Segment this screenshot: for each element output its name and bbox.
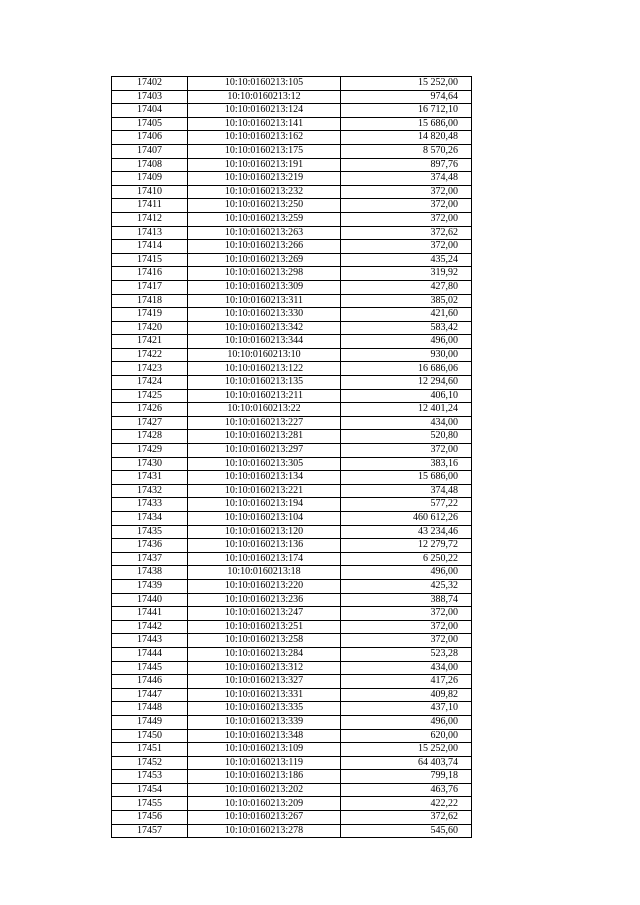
value-cell: 12 279,72 — [341, 539, 472, 553]
table-row — [112, 335, 472, 349]
cadastral-number-cell: 10:10:0160213:120 — [188, 525, 341, 539]
value-cell: 460 612,26 — [341, 512, 472, 526]
row-number-cell: 17451 — [112, 743, 188, 757]
row-number-cell: 17403 — [112, 90, 188, 104]
table-row — [112, 240, 472, 254]
value-cell: 12 401,24 — [341, 403, 472, 417]
table-row — [112, 430, 472, 444]
table-row — [112, 607, 472, 621]
table-row — [112, 199, 472, 213]
row-number-cell: 17433 — [112, 498, 188, 512]
cadastral-number-cell: 10:10:0160213:278 — [188, 824, 341, 838]
cadastral-number-cell: 10:10:0160213:227 — [188, 416, 341, 430]
value-cell: 930,00 — [341, 348, 472, 362]
value-cell: 496,00 — [341, 566, 472, 580]
row-number-cell: 17441 — [112, 607, 188, 621]
row-number-cell: 17408 — [112, 158, 188, 172]
cadastral-number-cell: 10:10:0160213:281 — [188, 430, 341, 444]
cadastral-number-cell: 10:10:0160213:335 — [188, 702, 341, 716]
value-cell: 15 686,00 — [341, 471, 472, 485]
row-number-cell: 17440 — [112, 593, 188, 607]
table-row — [112, 321, 472, 335]
row-number-cell: 17456 — [112, 811, 188, 825]
value-cell: 523,28 — [341, 647, 472, 661]
value-cell: 545,60 — [341, 824, 472, 838]
table-row — [112, 756, 472, 770]
table-row — [112, 253, 472, 267]
row-number-cell: 17415 — [112, 253, 188, 267]
row-number-cell: 17411 — [112, 199, 188, 213]
value-cell: 406,10 — [341, 389, 472, 403]
value-cell: 437,10 — [341, 702, 472, 716]
table-row — [112, 661, 472, 675]
row-number-cell: 17421 — [112, 335, 188, 349]
cadastral-number-cell: 10:10:0160213:209 — [188, 797, 341, 811]
table-row — [112, 117, 472, 131]
cadastral-number-cell: 10:10:0160213:297 — [188, 444, 341, 458]
value-cell: 16 686,06 — [341, 362, 472, 376]
cadastral-table — [111, 76, 472, 838]
cadastral-number-cell: 10:10:0160213:175 — [188, 144, 341, 158]
row-number-cell: 17434 — [112, 512, 188, 526]
table-row — [112, 294, 472, 308]
table-row — [112, 158, 472, 172]
cadastral-number-cell: 10:10:0160213:109 — [188, 743, 341, 757]
table-row — [112, 797, 472, 811]
value-cell: 372,00 — [341, 620, 472, 634]
value-cell: 434,00 — [341, 416, 472, 430]
row-number-cell: 17438 — [112, 566, 188, 580]
table-row — [112, 185, 472, 199]
row-number-cell: 17432 — [112, 484, 188, 498]
row-number-cell: 17437 — [112, 552, 188, 566]
cadastral-number-cell: 10:10:0160213:202 — [188, 783, 341, 797]
cadastral-number-cell: 10:10:0160213:327 — [188, 675, 341, 689]
value-cell: 43 234,46 — [341, 525, 472, 539]
value-cell: 15 252,00 — [341, 77, 472, 91]
table-row — [112, 308, 472, 322]
value-cell: 422,22 — [341, 797, 472, 811]
row-number-cell: 17445 — [112, 661, 188, 675]
value-cell: 6 250,22 — [341, 552, 472, 566]
cadastral-number-cell: 10:10:0160213:122 — [188, 362, 341, 376]
table-row — [112, 376, 472, 390]
cadastral-number-cell: 10:10:0160213:174 — [188, 552, 341, 566]
cadastral-number-cell: 10:10:0160213:284 — [188, 647, 341, 661]
table-row — [112, 416, 472, 430]
row-number-cell: 17430 — [112, 457, 188, 471]
cadastral-number-cell: 10:10:0160213:134 — [188, 471, 341, 485]
value-cell: 319,92 — [341, 267, 472, 281]
table-row — [112, 702, 472, 716]
cadastral-number-cell: 10:10:0160213:221 — [188, 484, 341, 498]
value-cell: 14 820,48 — [341, 131, 472, 145]
table-row — [112, 811, 472, 825]
row-number-cell: 17420 — [112, 321, 188, 335]
value-cell: 372,00 — [341, 444, 472, 458]
value-cell: 897,76 — [341, 158, 472, 172]
cadastral-number-cell: 10:10:0160213:119 — [188, 756, 341, 770]
table-row — [112, 783, 472, 797]
row-number-cell: 17446 — [112, 675, 188, 689]
table-row — [112, 362, 472, 376]
table-row — [112, 457, 472, 471]
table-row — [112, 770, 472, 784]
cadastral-number-cell: 10:10:0160213:305 — [188, 457, 341, 471]
cadastral-number-cell: 10:10:0160213:232 — [188, 185, 341, 199]
table-row — [112, 471, 472, 485]
row-number-cell: 17448 — [112, 702, 188, 716]
value-cell: 434,00 — [341, 661, 472, 675]
cadastral-number-cell: 10:10:0160213:263 — [188, 226, 341, 240]
value-cell: 496,00 — [341, 715, 472, 729]
value-cell: 372,00 — [341, 634, 472, 648]
table-row — [112, 715, 472, 729]
value-cell: 427,80 — [341, 280, 472, 294]
row-number-cell: 17422 — [112, 348, 188, 362]
value-cell: 974,64 — [341, 90, 472, 104]
cadastral-number-cell: 10:10:0160213:124 — [188, 104, 341, 118]
table-row — [112, 539, 472, 553]
value-cell: 583,42 — [341, 321, 472, 335]
value-cell: 463,76 — [341, 783, 472, 797]
table-row — [112, 552, 472, 566]
value-cell: 577,22 — [341, 498, 472, 512]
value-cell: 372,00 — [341, 607, 472, 621]
table-row — [112, 144, 472, 158]
row-number-cell: 17449 — [112, 715, 188, 729]
row-number-cell: 17444 — [112, 647, 188, 661]
table-row — [112, 267, 472, 281]
row-number-cell: 17417 — [112, 280, 188, 294]
cadastral-number-cell: 10:10:0160213:220 — [188, 579, 341, 593]
value-cell: 8 570,26 — [341, 144, 472, 158]
cadastral-number-cell: 10:10:0160213:267 — [188, 811, 341, 825]
value-cell: 383,16 — [341, 457, 472, 471]
cadastral-number-cell: 10:10:0160213:311 — [188, 294, 341, 308]
row-number-cell: 17455 — [112, 797, 188, 811]
table-row — [112, 403, 472, 417]
table-row — [112, 212, 472, 226]
value-cell: 372,00 — [341, 185, 472, 199]
cadastral-number-cell: 10:10:0160213:194 — [188, 498, 341, 512]
table-row — [112, 104, 472, 118]
table-row — [112, 226, 472, 240]
table-row — [112, 743, 472, 757]
value-cell: 425,32 — [341, 579, 472, 593]
row-number-cell: 17435 — [112, 525, 188, 539]
cadastral-number-cell: 10:10:0160213:251 — [188, 620, 341, 634]
row-number-cell: 17412 — [112, 212, 188, 226]
row-number-cell: 17425 — [112, 389, 188, 403]
value-cell: 372,62 — [341, 811, 472, 825]
value-cell: 620,00 — [341, 729, 472, 743]
row-number-cell: 17428 — [112, 430, 188, 444]
value-cell: 374,48 — [341, 484, 472, 498]
cadastral-number-cell: 10:10:0160213:269 — [188, 253, 341, 267]
value-cell: 388,74 — [341, 593, 472, 607]
row-number-cell: 17423 — [112, 362, 188, 376]
cadastral-number-cell: 10:10:0160213:236 — [188, 593, 341, 607]
row-number-cell: 17427 — [112, 416, 188, 430]
table-row — [112, 172, 472, 186]
table-row — [112, 620, 472, 634]
value-cell: 417,26 — [341, 675, 472, 689]
row-number-cell: 17429 — [112, 444, 188, 458]
row-number-cell: 17426 — [112, 403, 188, 417]
table-row — [112, 824, 472, 838]
value-cell: 496,00 — [341, 335, 472, 349]
cadastral-number-cell: 10:10:0160213:22 — [188, 403, 341, 417]
row-number-cell: 17406 — [112, 131, 188, 145]
value-cell: 799,18 — [341, 770, 472, 784]
table-row — [112, 593, 472, 607]
value-cell: 374,48 — [341, 172, 472, 186]
table-row — [112, 688, 472, 702]
table-row — [112, 280, 472, 294]
cadastral-number-cell: 10:10:0160213:258 — [188, 634, 341, 648]
value-cell: 385,02 — [341, 294, 472, 308]
cadastral-number-cell: 10:10:0160213:342 — [188, 321, 341, 335]
cadastral-number-cell: 10:10:0160213:331 — [188, 688, 341, 702]
row-number-cell: 17405 — [112, 117, 188, 131]
row-number-cell: 17424 — [112, 376, 188, 390]
table-row — [112, 729, 472, 743]
cadastral-number-cell: 10:10:0160213:344 — [188, 335, 341, 349]
row-number-cell: 17409 — [112, 172, 188, 186]
row-number-cell: 17457 — [112, 824, 188, 838]
cadastral-number-cell: 10:10:0160213:298 — [188, 267, 341, 281]
row-number-cell: 17418 — [112, 294, 188, 308]
cadastral-number-cell: 10:10:0160213:250 — [188, 199, 341, 213]
row-number-cell: 17407 — [112, 144, 188, 158]
value-cell: 409,82 — [341, 688, 472, 702]
cadastral-number-cell: 10:10:0160213:135 — [188, 376, 341, 390]
table-row — [112, 634, 472, 648]
cadastral-number-cell: 10:10:0160213:136 — [188, 539, 341, 553]
cadastral-number-cell: 10:10:0160213:162 — [188, 131, 341, 145]
row-number-cell: 17447 — [112, 688, 188, 702]
value-cell: 520,80 — [341, 430, 472, 444]
table-row — [112, 484, 472, 498]
table-row — [112, 77, 472, 91]
value-cell: 372,00 — [341, 212, 472, 226]
table-row — [112, 498, 472, 512]
row-number-cell: 17413 — [112, 226, 188, 240]
row-number-cell: 17416 — [112, 267, 188, 281]
table-row — [112, 579, 472, 593]
cadastral-number-cell: 10:10:0160213:339 — [188, 715, 341, 729]
table-row — [112, 647, 472, 661]
cadastral-number-cell: 10:10:0160213:330 — [188, 308, 341, 322]
value-cell: 15 252,00 — [341, 743, 472, 757]
row-number-cell: 17404 — [112, 104, 188, 118]
cadastral-number-cell: 10:10:0160213:312 — [188, 661, 341, 675]
value-cell: 64 403,74 — [341, 756, 472, 770]
value-cell: 372,00 — [341, 199, 472, 213]
cadastral-number-cell: 10:10:0160213:141 — [188, 117, 341, 131]
table-row — [112, 131, 472, 145]
cadastral-number-cell: 10:10:0160213:18 — [188, 566, 341, 580]
table-row — [112, 389, 472, 403]
value-cell: 372,00 — [341, 240, 472, 254]
row-number-cell: 17431 — [112, 471, 188, 485]
cadastral-number-cell: 10:10:0160213:191 — [188, 158, 341, 172]
cadastral-number-cell: 10:10:0160213:105 — [188, 77, 341, 91]
row-number-cell: 17442 — [112, 620, 188, 634]
cadastral-number-cell: 10:10:0160213:348 — [188, 729, 341, 743]
row-number-cell: 17436 — [112, 539, 188, 553]
value-cell: 435,24 — [341, 253, 472, 267]
value-cell: 15 686,00 — [341, 117, 472, 131]
table-row — [112, 512, 472, 526]
cadastral-number-cell: 10:10:0160213:186 — [188, 770, 341, 784]
value-cell: 16 712,10 — [341, 104, 472, 118]
cadastral-number-cell: 10:10:0160213:219 — [188, 172, 341, 186]
row-number-cell: 17453 — [112, 770, 188, 784]
row-number-cell: 17454 — [112, 783, 188, 797]
cadastral-number-cell: 10:10:0160213:12 — [188, 90, 341, 104]
cadastral-number-cell: 10:10:0160213:211 — [188, 389, 341, 403]
row-number-cell: 17410 — [112, 185, 188, 199]
row-number-cell: 17443 — [112, 634, 188, 648]
value-cell: 372,62 — [341, 226, 472, 240]
table-row — [112, 525, 472, 539]
cadastral-number-cell: 10:10:0160213:259 — [188, 212, 341, 226]
cadastral-number-cell: 10:10:0160213:10 — [188, 348, 341, 362]
row-number-cell: 17450 — [112, 729, 188, 743]
row-number-cell: 17414 — [112, 240, 188, 254]
cadastral-number-cell: 10:10:0160213:309 — [188, 280, 341, 294]
value-cell: 12 294,60 — [341, 376, 472, 390]
table-row — [112, 675, 472, 689]
cadastral-number-cell: 10:10:0160213:266 — [188, 240, 341, 254]
value-cell: 421,60 — [341, 308, 472, 322]
table-body — [112, 77, 472, 838]
row-number-cell: 17439 — [112, 579, 188, 593]
table-row — [112, 90, 472, 104]
row-number-cell: 17402 — [112, 77, 188, 91]
table-row — [112, 566, 472, 580]
cadastral-number-cell: 10:10:0160213:104 — [188, 512, 341, 526]
table-row — [112, 444, 472, 458]
cadastral-number-cell: 10:10:0160213:247 — [188, 607, 341, 621]
row-number-cell: 17452 — [112, 756, 188, 770]
table-row — [112, 348, 472, 362]
row-number-cell: 17419 — [112, 308, 188, 322]
